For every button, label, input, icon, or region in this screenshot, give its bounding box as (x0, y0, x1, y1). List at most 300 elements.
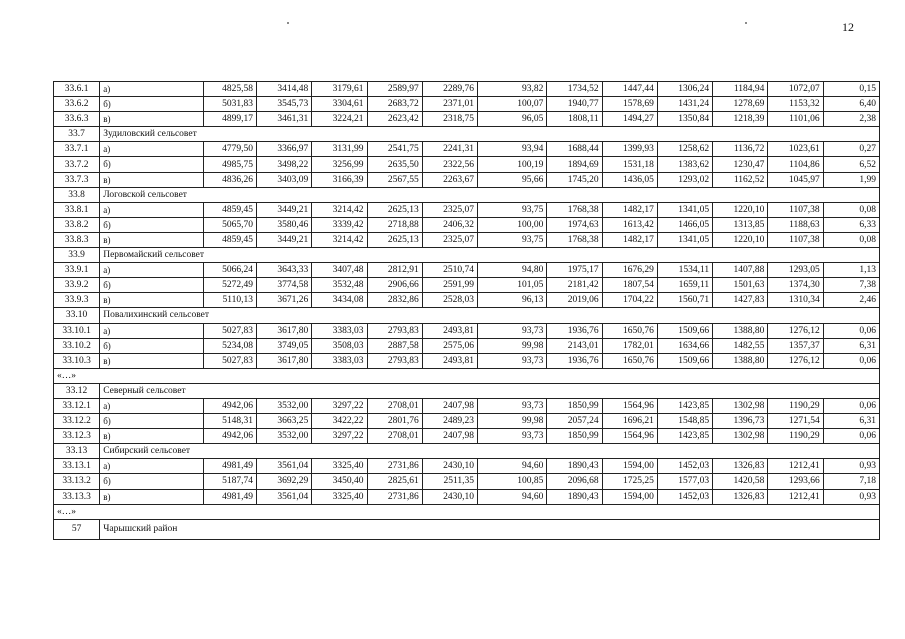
scan-dot (287, 22, 289, 24)
value-cell: 2832,86 (367, 293, 422, 308)
row-subtype: в) (100, 353, 204, 368)
value-cell: 0,08 (823, 232, 879, 247)
value-cell: 1293,66 (768, 474, 823, 489)
value-cell: 1466,05 (657, 217, 712, 232)
value-cell: 5065,70 (203, 217, 256, 232)
value-cell: 2589,97 (367, 82, 422, 97)
value-cell: 1650,76 (602, 353, 657, 368)
value-cell: 95,66 (478, 172, 547, 187)
value-cell: 1072,07 (768, 82, 823, 97)
value-cell: 3414,48 (256, 82, 311, 97)
value-cell: 1594,00 (602, 459, 657, 474)
value-cell: 2708,01 (367, 398, 422, 413)
table-row (54, 232, 880, 247)
value-cell: 3545,73 (256, 97, 311, 112)
value-cell: 93,75 (478, 202, 547, 217)
value-cell: 0,06 (823, 353, 879, 368)
value-cell: 1564,96 (602, 398, 657, 413)
row-subtype: в) (100, 112, 204, 127)
value-cell: 5031,83 (203, 97, 256, 112)
row-subtype: а) (100, 82, 204, 97)
value-cell: 1594,00 (602, 489, 657, 504)
value-cell: 1388,80 (713, 323, 768, 338)
row-code: 33.10.1 (54, 323, 100, 338)
value-cell: 100,07 (478, 97, 547, 112)
value-cell: 1482,55 (713, 338, 768, 353)
value-cell: 3297,22 (312, 429, 367, 444)
value-cell: 99,98 (478, 338, 547, 353)
value-cell: 2731,86 (367, 489, 422, 504)
value-cell: 5148,31 (203, 414, 256, 429)
value-cell: 0,06 (823, 429, 879, 444)
value-cell: 1894,69 (547, 157, 602, 172)
value-cell: 93,73 (478, 353, 547, 368)
section-code: 33.13 (54, 444, 100, 459)
value-cell: 3749,05 (256, 338, 311, 353)
value-cell: 1423,85 (657, 429, 712, 444)
value-cell: 3179,61 (312, 82, 367, 97)
value-cell: 3532,48 (312, 278, 367, 293)
value-cell: 1407,88 (713, 263, 768, 278)
value-cell: 99,98 (478, 414, 547, 429)
value-cell: 1396,73 (713, 414, 768, 429)
value-cell: 3297,22 (312, 398, 367, 413)
value-cell: 0,27 (823, 142, 879, 157)
section-code: 57 (54, 519, 100, 539)
value-cell: 2625,13 (367, 232, 422, 247)
row-code: 33.9.2 (54, 278, 100, 293)
section-code: 33.12 (54, 383, 100, 398)
value-cell: 1704,22 (602, 293, 657, 308)
value-cell: 2801,76 (367, 414, 422, 429)
row-code: 33.6.3 (54, 112, 100, 127)
section-name: Сибирский сельсовет (100, 444, 880, 459)
value-cell: 93,73 (478, 323, 547, 338)
value-cell: 3561,04 (256, 489, 311, 504)
value-cell: 3383,03 (312, 353, 367, 368)
value-cell: 2825,61 (367, 474, 422, 489)
value-cell: 1276,12 (768, 323, 823, 338)
value-cell: 4836,26 (203, 172, 256, 187)
tariff-table (53, 81, 880, 540)
value-cell: 1302,98 (713, 398, 768, 413)
row-subtype: б) (100, 338, 204, 353)
table-row (54, 278, 880, 293)
scan-dot (745, 22, 747, 24)
value-cell: 3643,33 (256, 263, 311, 278)
table-row (54, 338, 880, 353)
value-cell: 3256,99 (312, 157, 367, 172)
value-cell: 1734,52 (547, 82, 602, 97)
row-subtype: а) (100, 323, 204, 338)
value-cell: 1807,54 (602, 278, 657, 293)
value-cell: 3532,00 (256, 429, 311, 444)
value-cell: 3450,40 (312, 474, 367, 489)
value-cell: 1850,99 (547, 398, 602, 413)
value-cell: 3449,21 (256, 202, 311, 217)
value-cell: 93,73 (478, 429, 547, 444)
value-cell: 3671,26 (256, 293, 311, 308)
value-cell: 2325,07 (422, 202, 477, 217)
value-cell: 1577,03 (657, 474, 712, 489)
value-cell: 1107,38 (768, 232, 823, 247)
row-subtype: в) (100, 232, 204, 247)
value-cell: 1676,29 (602, 263, 657, 278)
value-cell: 1494,27 (602, 112, 657, 127)
row-code: 33.8.2 (54, 217, 100, 232)
value-cell: 0,93 (823, 459, 879, 474)
value-cell: 2407,98 (422, 398, 477, 413)
table-row (54, 398, 880, 413)
value-cell: 2493,81 (422, 353, 477, 368)
value-cell: 1,13 (823, 263, 879, 278)
value-cell: 1220,10 (713, 232, 768, 247)
value-cell: 1258,62 (657, 142, 712, 157)
value-cell: 5187,74 (203, 474, 256, 489)
value-cell: 7,38 (823, 278, 879, 293)
value-cell: 3166,39 (312, 172, 367, 187)
value-cell: 3325,40 (312, 489, 367, 504)
value-cell: 1447,44 (602, 82, 657, 97)
value-cell: 3224,21 (312, 112, 367, 127)
value-cell: 3617,80 (256, 353, 311, 368)
table-body (54, 82, 880, 540)
row-subtype: а) (100, 263, 204, 278)
value-cell: 1890,43 (547, 459, 602, 474)
value-cell: 1482,17 (602, 232, 657, 247)
value-cell: 1023,61 (768, 142, 823, 157)
value-cell: 3325,40 (312, 459, 367, 474)
page-number: 12 (842, 20, 854, 34)
row-subtype: в) (100, 429, 204, 444)
row-code: 33.9.1 (54, 263, 100, 278)
value-cell: 1399,93 (602, 142, 657, 157)
table-row (54, 97, 880, 112)
value-cell: 6,52 (823, 157, 879, 172)
value-cell: 2635,50 (367, 157, 422, 172)
value-cell: 1212,41 (768, 459, 823, 474)
value-cell: 1452,03 (657, 489, 712, 504)
row-subtype: б) (100, 97, 204, 112)
value-cell: 6,31 (823, 414, 879, 429)
value-cell: 1436,05 (602, 172, 657, 187)
row-code: 33.6.1 (54, 82, 100, 97)
value-cell: 1564,96 (602, 429, 657, 444)
value-cell: 3692,29 (256, 474, 311, 489)
value-cell: 3214,42 (312, 232, 367, 247)
value-cell: 1326,83 (713, 459, 768, 474)
section-code: 33.10 (54, 308, 100, 323)
value-cell: 1218,39 (713, 112, 768, 127)
value-cell: 1276,12 (768, 353, 823, 368)
value-cell: 1501,63 (713, 278, 768, 293)
section-row (54, 308, 880, 323)
value-cell: 1107,38 (768, 202, 823, 217)
section-code: 33.8 (54, 187, 100, 202)
value-cell: 2263,67 (422, 172, 477, 187)
value-cell: 2591,99 (422, 278, 477, 293)
value-cell: 93,75 (478, 232, 547, 247)
value-cell: 6,40 (823, 97, 879, 112)
value-cell: 0,93 (823, 489, 879, 504)
row-code: 33.13.2 (54, 474, 100, 489)
value-cell: 2493,81 (422, 323, 477, 338)
value-cell: 1578,69 (602, 97, 657, 112)
value-cell: 3383,03 (312, 323, 367, 338)
value-cell: 1782,01 (602, 338, 657, 353)
value-cell: 1388,80 (713, 353, 768, 368)
value-cell: 1374,30 (768, 278, 823, 293)
row-subtype: б) (100, 157, 204, 172)
value-cell: 94,80 (478, 263, 547, 278)
value-cell: 4985,75 (203, 157, 256, 172)
value-cell: 2731,86 (367, 459, 422, 474)
table-row (54, 263, 880, 278)
value-cell: 94,60 (478, 489, 547, 504)
section-name: Зудиловский сельсовет (100, 127, 880, 142)
row-code: 33.8.1 (54, 202, 100, 217)
value-cell: 4859,45 (203, 202, 256, 217)
value-cell: 1101,06 (768, 112, 823, 127)
value-cell: 1188,63 (768, 217, 823, 232)
value-cell: 94,60 (478, 459, 547, 474)
omission-row (54, 368, 880, 383)
row-subtype: б) (100, 414, 204, 429)
value-cell: 5027,83 (203, 353, 256, 368)
value-cell: 2,46 (823, 293, 879, 308)
value-cell: 3580,46 (256, 217, 311, 232)
value-cell: 1045,97 (768, 172, 823, 187)
value-cell: 2708,01 (367, 429, 422, 444)
value-cell: 2407,98 (422, 429, 477, 444)
value-cell: 1768,38 (547, 202, 602, 217)
value-cell: 3508,03 (312, 338, 367, 353)
value-cell: 2541,75 (367, 142, 422, 157)
value-cell: 1302,98 (713, 429, 768, 444)
value-cell: 2096,68 (547, 474, 602, 489)
table-row (54, 157, 880, 172)
value-cell: 1104,86 (768, 157, 823, 172)
row-subtype: б) (100, 278, 204, 293)
value-cell: 1768,38 (547, 232, 602, 247)
value-cell: 1452,03 (657, 459, 712, 474)
row-subtype: б) (100, 217, 204, 232)
row-code: 33.13.1 (54, 459, 100, 474)
value-cell: 1420,58 (713, 474, 768, 489)
value-cell: 96,13 (478, 293, 547, 308)
row-code: 33.7.1 (54, 142, 100, 157)
row-code: 33.10.3 (54, 353, 100, 368)
table-row (54, 217, 880, 232)
value-cell: 1293,02 (657, 172, 712, 187)
value-cell: 2289,76 (422, 82, 477, 97)
value-cell: 3449,21 (256, 232, 311, 247)
table-row (54, 414, 880, 429)
value-cell: 3532,00 (256, 398, 311, 413)
row-subtype: в) (100, 293, 204, 308)
value-cell: 4859,45 (203, 232, 256, 247)
omission-row (54, 504, 880, 519)
row-subtype: в) (100, 172, 204, 187)
value-cell: 7,18 (823, 474, 879, 489)
value-cell: 3774,58 (256, 278, 311, 293)
value-cell: 1509,66 (657, 353, 712, 368)
value-cell: 1725,25 (602, 474, 657, 489)
row-subtype: в) (100, 489, 204, 504)
value-cell: 4779,50 (203, 142, 256, 157)
value-cell: 2325,07 (422, 232, 477, 247)
value-cell: 1190,29 (768, 429, 823, 444)
value-cell: 2318,75 (422, 112, 477, 127)
value-cell: 1890,43 (547, 489, 602, 504)
row-code: 33.7.3 (54, 172, 100, 187)
value-cell: 1940,77 (547, 97, 602, 112)
value-cell: 1613,42 (602, 217, 657, 232)
section-name: Логовской сельсовет (100, 187, 880, 202)
table-row (54, 353, 880, 368)
value-cell: 1427,83 (713, 293, 768, 308)
value-cell: 1975,17 (547, 263, 602, 278)
value-cell: 1650,76 (602, 323, 657, 338)
value-cell: 0,06 (823, 398, 879, 413)
value-cell: 5234,08 (203, 338, 256, 353)
value-cell: 1293,05 (768, 263, 823, 278)
value-cell: 2510,74 (422, 263, 477, 278)
value-cell: 101,05 (478, 278, 547, 293)
section-row (54, 248, 880, 263)
row-code: 33.12.3 (54, 429, 100, 444)
value-cell: 2623,42 (367, 112, 422, 127)
value-cell: 1230,47 (713, 157, 768, 172)
value-cell: 2625,13 (367, 202, 422, 217)
table-row (54, 202, 880, 217)
table-row (54, 459, 880, 474)
value-cell: 1745,20 (547, 172, 602, 187)
value-cell: 1310,34 (768, 293, 823, 308)
value-cell: 2181,42 (547, 278, 602, 293)
value-cell: 5027,83 (203, 323, 256, 338)
omission-marker: «…» (54, 504, 880, 519)
value-cell: 1306,24 (657, 82, 712, 97)
value-cell: 1313,85 (713, 217, 768, 232)
value-cell: 6,33 (823, 217, 879, 232)
value-cell: 2,38 (823, 112, 879, 127)
value-cell: 2057,24 (547, 414, 602, 429)
value-cell: 0,08 (823, 202, 879, 217)
value-cell: 0,06 (823, 323, 879, 338)
value-cell: 100,85 (478, 474, 547, 489)
value-cell: 4899,17 (203, 112, 256, 127)
table-row (54, 489, 880, 504)
value-cell: 96,05 (478, 112, 547, 127)
value-cell: 1688,44 (547, 142, 602, 157)
value-cell: 3663,25 (256, 414, 311, 429)
section-code: 33.9 (54, 248, 100, 263)
value-cell: 1659,11 (657, 278, 712, 293)
value-cell: 1936,76 (547, 353, 602, 368)
row-code: 33.9.3 (54, 293, 100, 308)
value-cell: 3366,97 (256, 142, 311, 157)
value-cell: 3339,42 (312, 217, 367, 232)
row-code: 33.13.3 (54, 489, 100, 504)
value-cell: 2511,35 (422, 474, 477, 489)
value-cell: 3498,22 (256, 157, 311, 172)
value-cell: 5110,13 (203, 293, 256, 308)
row-subtype: а) (100, 398, 204, 413)
value-cell: 5272,49 (203, 278, 256, 293)
row-subtype: а) (100, 142, 204, 157)
row-code: 33.6.2 (54, 97, 100, 112)
value-cell: 2322,56 (422, 157, 477, 172)
value-cell: 2906,66 (367, 278, 422, 293)
value-cell: 6,31 (823, 338, 879, 353)
value-cell: 4825,58 (203, 82, 256, 97)
value-cell: 1326,83 (713, 489, 768, 504)
table-row (54, 293, 880, 308)
value-cell: 93,94 (478, 142, 547, 157)
value-cell: 100,00 (478, 217, 547, 232)
value-cell: 1190,29 (768, 398, 823, 413)
value-cell: 1531,18 (602, 157, 657, 172)
value-cell: 1341,05 (657, 232, 712, 247)
value-cell: 2371,01 (422, 97, 477, 112)
value-cell: 1431,24 (657, 97, 712, 112)
value-cell: 3617,80 (256, 323, 311, 338)
row-subtype: а) (100, 202, 204, 217)
table-row (54, 112, 880, 127)
value-cell: 2430,10 (422, 489, 477, 504)
value-cell: 4981,49 (203, 489, 256, 504)
value-cell: 3422,22 (312, 414, 367, 429)
row-subtype: б) (100, 474, 204, 489)
row-code: 33.10.2 (54, 338, 100, 353)
value-cell: 1634,66 (657, 338, 712, 353)
value-cell: 2143,01 (547, 338, 602, 353)
value-cell: 93,82 (478, 82, 547, 97)
value-cell: 0,15 (823, 82, 879, 97)
value-cell: 3214,42 (312, 202, 367, 217)
value-cell: 1212,41 (768, 489, 823, 504)
value-cell: 1936,76 (547, 323, 602, 338)
value-cell: 2683,72 (367, 97, 422, 112)
value-cell: 1534,11 (657, 263, 712, 278)
value-cell: 2528,03 (422, 293, 477, 308)
value-cell: 1341,05 (657, 202, 712, 217)
section-name: Чарышский район (100, 519, 880, 539)
value-cell: 2718,88 (367, 217, 422, 232)
value-cell: 1350,84 (657, 112, 712, 127)
table-row (54, 429, 880, 444)
value-cell: 2019,06 (547, 293, 602, 308)
value-cell: 2575,06 (422, 338, 477, 353)
section-row (54, 519, 880, 539)
value-cell: 1548,85 (657, 414, 712, 429)
value-cell: 3434,08 (312, 293, 367, 308)
table-row (54, 172, 880, 187)
section-name: Северный сельсовет (100, 383, 880, 398)
row-subtype: а) (100, 459, 204, 474)
value-cell: 1509,66 (657, 323, 712, 338)
value-cell: 1136,72 (713, 142, 768, 157)
value-cell: 1220,10 (713, 202, 768, 217)
value-cell: 4942,06 (203, 398, 256, 413)
section-row (54, 383, 880, 398)
table-row (54, 474, 880, 489)
section-code: 33.7 (54, 127, 100, 142)
value-cell: 1271,54 (768, 414, 823, 429)
value-cell: 1357,37 (768, 338, 823, 353)
value-cell: 4942,06 (203, 429, 256, 444)
